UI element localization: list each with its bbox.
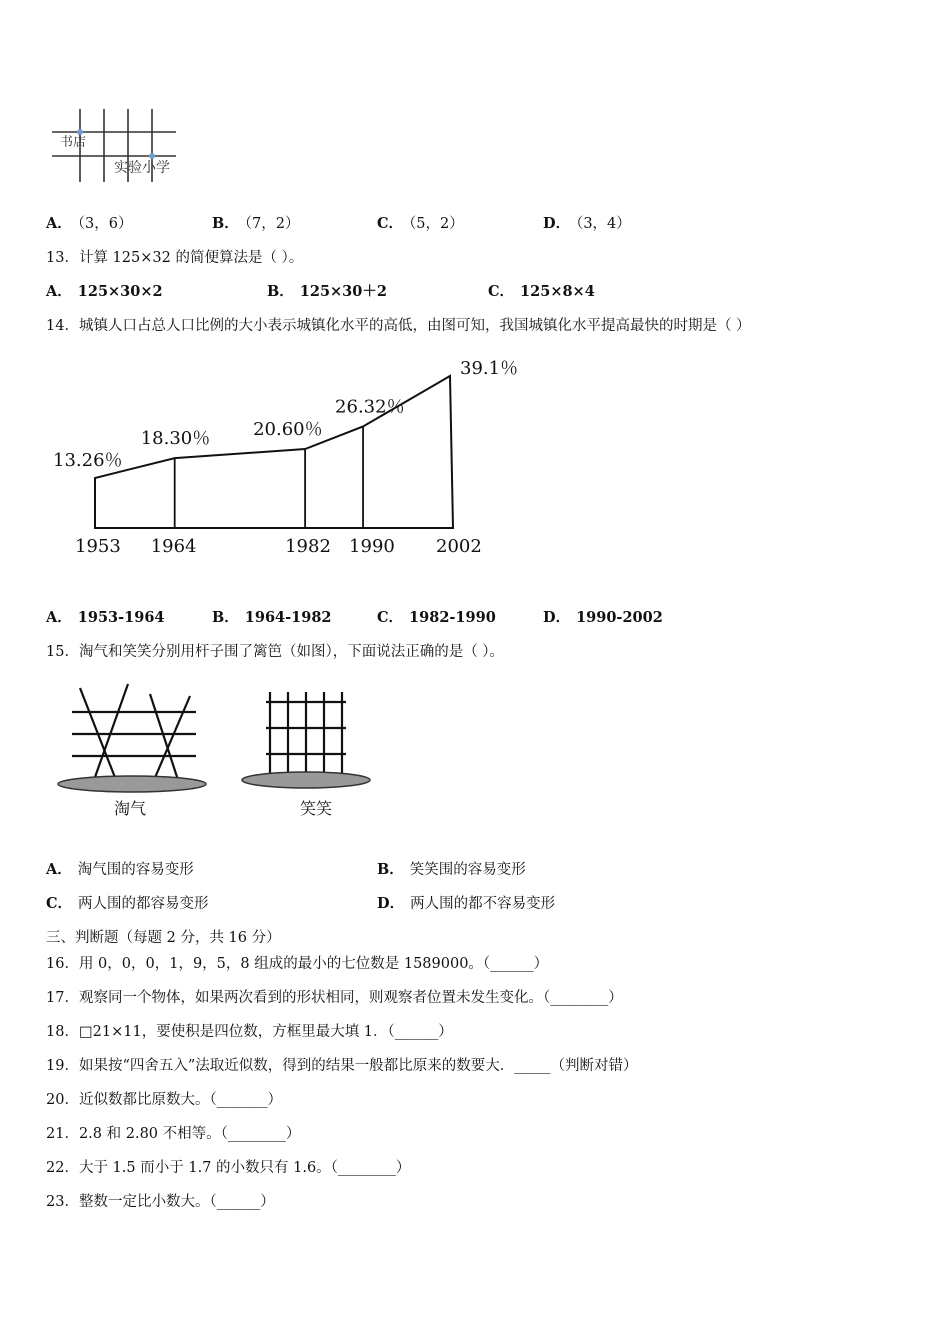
- q13-option-a[interactable]: A． 125×30×2: [46, 283, 163, 300]
- q13-option-c[interactable]: C． 125×8×4: [488, 283, 595, 300]
- judge-item-18: 18．□21×11，要使积是四位数，方框里最大填 1．（______）: [46, 1024, 453, 1040]
- q14-option-a[interactable]: A． 1953-1964: [46, 609, 165, 626]
- q15-option-c[interactable]: C． 两人围的都容易变形: [46, 895, 209, 912]
- value-label-2002: 39.1％: [460, 358, 519, 379]
- value-label-1953: 13.26％: [53, 450, 123, 471]
- value-label-1990: 26.32％: [335, 396, 405, 418]
- q15-option-b[interactable]: B． 笑笑围的容易变形: [377, 861, 526, 878]
- year-label-1982: 1982: [285, 536, 331, 557]
- year-label-2002: 2002: [436, 536, 482, 557]
- q12-option-d[interactable]: D． （3，4）: [543, 215, 631, 232]
- judge-item-17: 17．观察同一个物体，如果两次看到的形状相同，则观察者位置未发生变化。（________）: [46, 990, 623, 1006]
- judge-item-16: 16．用 0，0，0，1，9，5，8 组成的最小的七位数是 1589000。（______）: [46, 956, 549, 972]
- q14-option-b[interactable]: B． 1964-1982: [212, 609, 332, 626]
- judge-item-20: 20．近似数都比原数大。（_______）: [46, 1092, 282, 1108]
- taoqi-label: 淘气: [114, 799, 147, 818]
- school-label: 实验小学: [114, 160, 170, 176]
- q15-option-a[interactable]: A． 淘气围的容易变形: [46, 861, 194, 878]
- q15-stem: 15．淘气和笑笑分别用杆子围了篱笆（如图），下面说法正确的是（ ）。: [46, 644, 505, 660]
- q15-option-d[interactable]: D． 两人围的都不容易变形: [377, 895, 556, 912]
- bookstore-label: 书店: [60, 135, 87, 150]
- q14-stem: 14．城镇人口占总人口比例的大小表示城镇化水平的高低，由图可知，我国城镇化水平提高最快的时期是（ ）: [46, 318, 751, 334]
- section3-heading: 三、判断题（每题 2 分，共 16 分）: [46, 930, 281, 946]
- year-label-1953: 1953: [75, 536, 121, 557]
- urbanization-chart: [40, 350, 540, 570]
- judge-item-22: 22．大于 1.5 而小于 1.7 的小数只有 1.6。（________）: [46, 1160, 411, 1176]
- q12-map-figure: [46, 104, 206, 188]
- xiaoxiao-fence-base: [242, 772, 370, 788]
- xiaoxiao-fence: [266, 692, 346, 776]
- year-label-1964: 1964: [150, 536, 197, 557]
- q12-option-a[interactable]: A． （3，6）: [46, 215, 133, 232]
- q14-option-c[interactable]: C． 1982-1990: [377, 609, 496, 626]
- judge-item-21: 21．2.8 和 2.80 不相等。（________）: [46, 1126, 301, 1142]
- xiaoxiao-label: 笑笑: [300, 799, 333, 818]
- q14-option-d[interactable]: D． 1990-2002: [543, 609, 663, 626]
- value-label-1982: 20.60％: [253, 419, 323, 441]
- taoqi-fence: [72, 684, 196, 780]
- q12-option-c[interactable]: C． （5，2）: [377, 215, 464, 232]
- q15-fence-figure: [46, 676, 406, 826]
- q13-stem: 13．计算 125×32 的简便算法是（ ）。: [46, 250, 304, 266]
- year-label-1990: 1990: [349, 536, 395, 557]
- taoqi-fence-base: [58, 776, 206, 792]
- q12-option-b[interactable]: B． （7，2）: [212, 215, 300, 232]
- judge-item-23: 23．整数一定比小数大。（______）: [46, 1194, 275, 1210]
- judge-item-19: 19．如果按“四舍五入”法取近似数，得到的结果一般都比原来的数要大．_____（判断对错）: [46, 1058, 638, 1074]
- value-label-1964: 18.30％: [140, 428, 211, 450]
- school-point: [149, 153, 155, 159]
- q13-option-b[interactable]: B． 125×30＋2: [267, 283, 387, 300]
